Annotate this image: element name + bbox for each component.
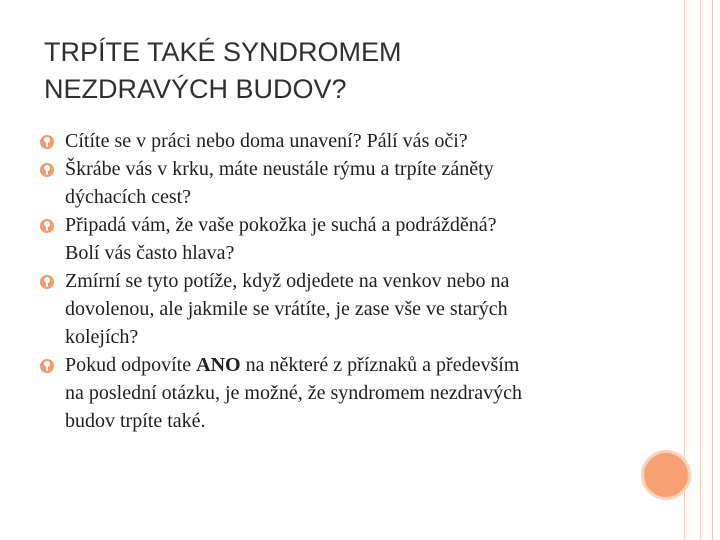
title-line: NEZDRAVÝCH BUDOV? [44,74,347,104]
bullet-item [40,211,640,267]
bullet-text: na poslední otázku, je možné, že syndromem nezdravých [65,382,523,404]
lightbulb-icon [40,135,54,149]
decorative-line-right [712,0,713,540]
bullet-text: kolejích? [65,326,139,348]
bullet-item [40,155,640,211]
bullet-text-line [65,351,640,379]
bullet-text: Bolí vás často hlava? [65,242,235,264]
bullet-text: Cítíte se v práci nebo doma unavení? Pálí vás oči? [65,130,468,152]
bullet-text: Zmírní se tyto potíže, když odjedete na venkov nebo na [65,270,510,292]
bullet-text: dovolenou, ale jakmile se vrátíte, je zase vše ve starých [65,298,508,320]
bullet-item [40,351,640,435]
decorative-circle [641,450,691,500]
decorative-line-mid [700,0,701,540]
bullet-text: Škrábe vás v krku, máte neustále rýmu a trpíte záněty [65,158,494,180]
bullet-text: budov trpíte také. [65,410,206,432]
bullet-text: dýchacích cest? [65,186,192,208]
bullet-item [40,267,640,351]
lightbulb-icon [40,359,54,373]
slide-title [44,34,644,108]
bullet-list [40,127,640,435]
bullet-text: Připadá vám, že vaše pokožka je suchá a podrážděná? [65,214,497,236]
lightbulb-icon [40,163,54,177]
bullet-text: na některé z příznaků a především [240,354,520,376]
lightbulb-icon [40,219,54,233]
bullet-text: Pokud odpovíte [65,354,197,376]
bullet-item [40,127,640,155]
lightbulb-icon [40,275,54,289]
answer-emphasis: ANO [196,354,241,376]
title-line: TRPÍTE TAKÉ SYNDROMEM [44,37,402,67]
